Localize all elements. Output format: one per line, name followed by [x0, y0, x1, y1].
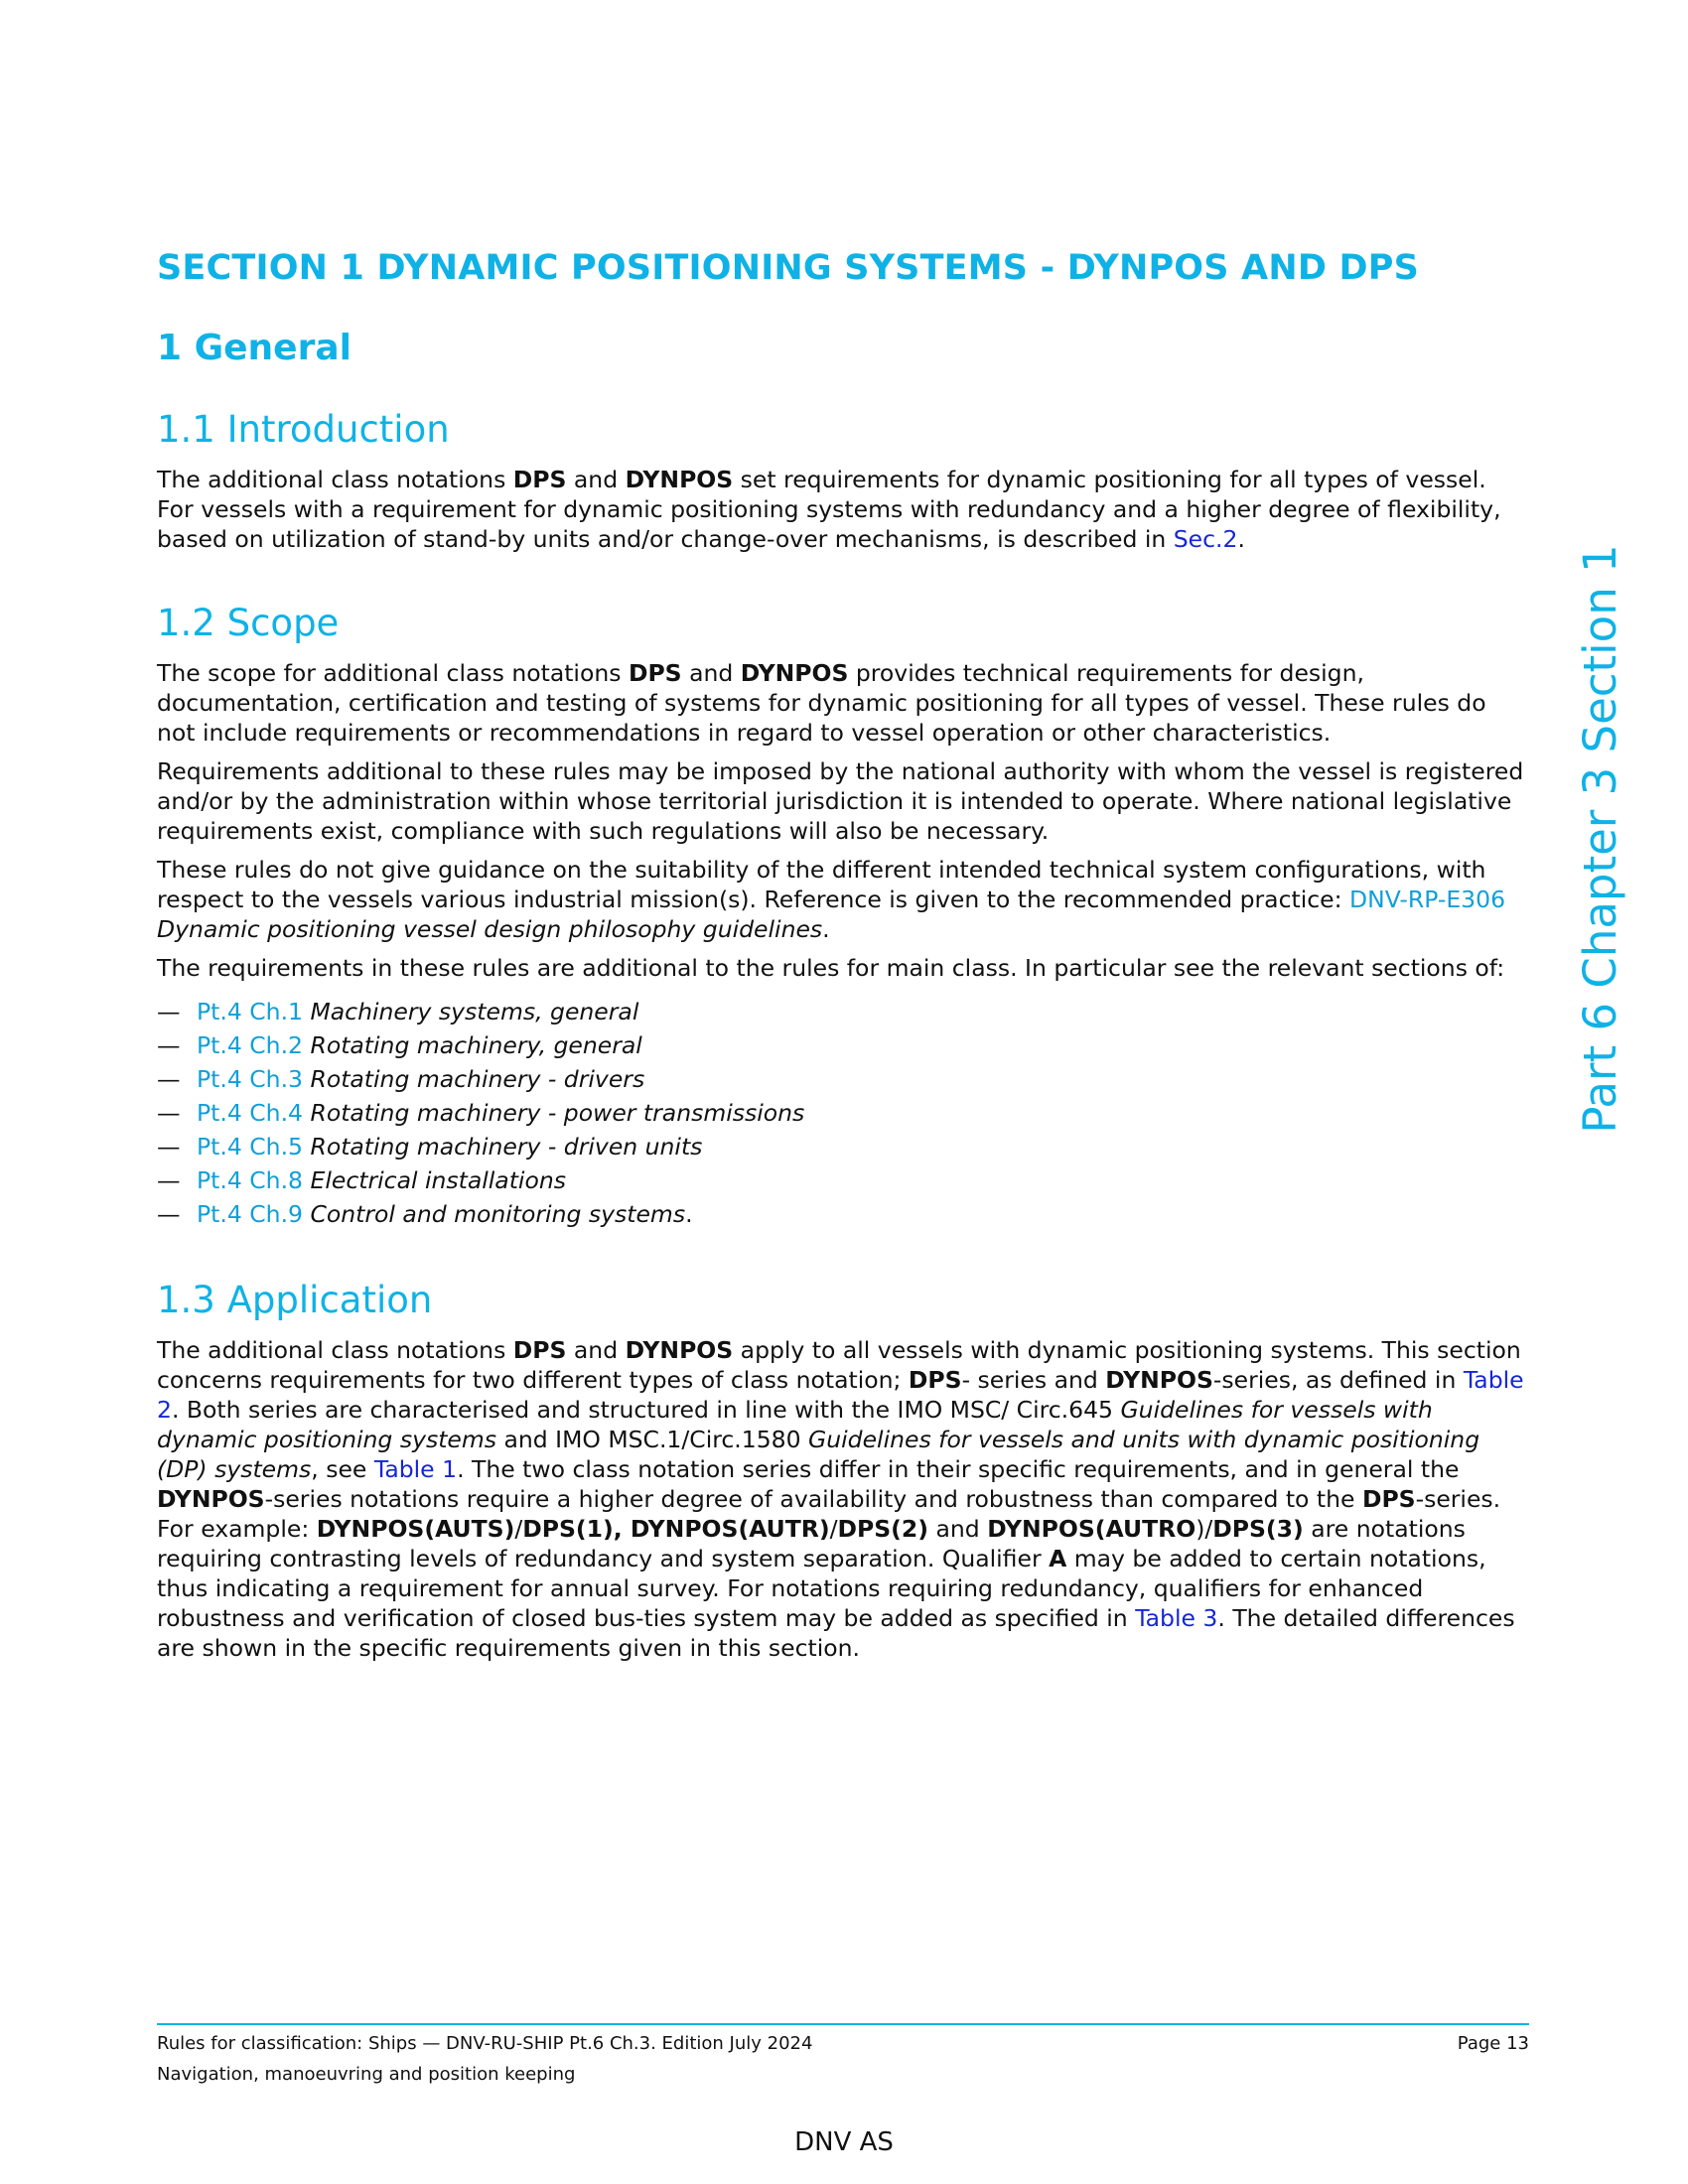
link-table-2[interactable]: Table 2: [157, 1366, 1524, 1424]
heading-introduction: 1.1 Introduction: [157, 408, 450, 451]
scope-paragraph-4: The requirements in these rules are additional to the rules for main class. In particular see the relevant sections of:: [157, 954, 1505, 982]
reference-list: [157, 995, 1527, 1231]
link-pt4-ch8[interactable]: Pt.4 Ch.8: [197, 1166, 304, 1194]
page-number: Page 13: [1457, 2033, 1529, 2054]
list-item: — Pt.4 Ch.5 Rotating machinery - driven units: [157, 1133, 703, 1160]
list-item: — Pt.4 Ch.2 Rotating machinery, general: [157, 1031, 642, 1059]
link-pt4-ch9[interactable]: Pt.4 Ch.9: [197, 1200, 304, 1228]
link-pt4-ch4[interactable]: Pt.4 Ch.4: [197, 1099, 304, 1127]
heading-general: 1 General: [157, 328, 352, 368]
link-pt4-ch1[interactable]: Pt.4 Ch.1: [197, 998, 304, 1025]
publisher-name: DNV AS: [794, 2127, 894, 2157]
scope-paragraph-1: The scope for additional class notations DPS and DYNPOS provides technical requirements for design, documentation, certification and testing of systems for dynamic positioning for all types of vessel. These rules do not include requirements or recommendations in regard to vessel operation or other characteristics.: [157, 659, 1486, 747]
notation-dynpos: DYNPOS: [625, 466, 734, 493]
application-paragraph: The additional class notations DPS and DYNPOS apply to all vessels with dynamic positioning systems. This section concerns requirements for two different types of class notation; DPS- series and DYNPOS-series, as defined in Table 2. Both series are characterised and structured in line with the IMO MSC/ Circ.645 Guidelines for vessels with dynamic positioning systems and IMO MSC.1/Circ.1580 Guidelines for vessels and units with dynamic positioning (DP) systems, see Table 1. The two class notation series differ in their specific requirements, and in general the DYNPOS-series notations require a higher degree of availability and robustness than compared to the DPS-series. For example: DYNPOS(AUTS)/DPS(1), DYNPOS(AUTR)/DPS(2) and DYNPOS(AUTRO)/DPS(3) are notations requiring contrasting levels of redundancy and system separation. Qualifier A may be added to certain notations, thus indicating a requirement for annual survey. For notations requiring redundancy, qualifiers for enhanced robustness and verification of closed bus-ties system may be added as specified in Table 3. The detailed differences are shown in the specific requirements given in this section.: [157, 1336, 1524, 1662]
footer-chapter-title: Navigation, manoeuvring and position keeping: [157, 2064, 576, 2085]
list-item: — Pt.4 Ch.4 Rotating machinery - power transmissions: [157, 1099, 805, 1127]
heading-scope: 1.2 Scope: [157, 602, 340, 644]
footer-document-reference: [157, 2032, 1529, 2056]
notation-dps: DPS: [512, 466, 567, 493]
notation-dps: DPS: [628, 659, 682, 687]
section-title: SECTION 1 DYNAMIC POSITIONING SYSTEMS - DYNPOS AND DPS: [157, 248, 1419, 288]
page-content: [157, 246, 1527, 1672]
list-item: — Pt.4 Ch.8 Electrical installations: [157, 1166, 566, 1194]
intro-paragraph: The additional class notations DPS and DYNPOS set requirements for dynamic positioning for all types of vessel. For vessels with a requirement for dynamic positioning systems with redundancy and a higher degree of flexibility, based on utilization of stand-by units and/or change-over mechanisms, is described in Sec.2.: [157, 466, 1501, 553]
notation-dynpos: DYNPOS: [740, 659, 849, 687]
footer-rules-title: Rules for classification: Ships — DNV-RU-SHIP Pt.6 Ch.3. Edition July 2024: [157, 2033, 813, 2054]
reference-title: Dynamic positioning vessel design philosophy guidelines: [157, 915, 823, 943]
link-pt4-ch3[interactable]: Pt.4 Ch.3: [197, 1065, 304, 1093]
link-pt4-ch2[interactable]: Pt.4 Ch.2: [197, 1031, 304, 1059]
list-item: — Pt.4 Ch.3 Rotating machinery - drivers: [157, 1065, 645, 1093]
link-dnv-rp-e306[interactable]: DNV-RP-E306: [1349, 886, 1506, 913]
list-item: — Pt.4 Ch.9 Control and monitoring systems.: [157, 1200, 693, 1228]
scope-paragraph-3: These rules do not give guidance on the suitability of the different intended technical system configurations, with respect to the vessels various industrial mission(s). Reference is given to the recommended practice: DNV-RP-E306 Dynamic positioning vessel design philosophy guidelines.: [157, 856, 1506, 943]
link-sec-2[interactable]: Sec.2: [1173, 525, 1238, 553]
scope-paragraph-2: Requirements additional to these rules may be imposed by the national authority with whom the vessel is registered and/or by the administration within whose territorial jurisdiction it is intended to operate. Where national legislative requirements exist, compliance with such regulations will also be necessary.: [157, 757, 1524, 845]
heading-application: 1.3 Application: [157, 1279, 433, 1321]
link-table-3[interactable]: Table 3: [1135, 1604, 1218, 1632]
link-table-1[interactable]: Table 1: [373, 1455, 458, 1483]
sidebar-part-chapter-section: Part 6 Chapter 3 Section 1: [1574, 544, 1626, 1134]
footer-divider: [157, 2023, 1529, 2025]
link-pt4-ch5[interactable]: Pt.4 Ch.5: [197, 1133, 304, 1160]
list-item: — Pt.4 Ch.1 Machinery systems, general: [157, 998, 639, 1025]
